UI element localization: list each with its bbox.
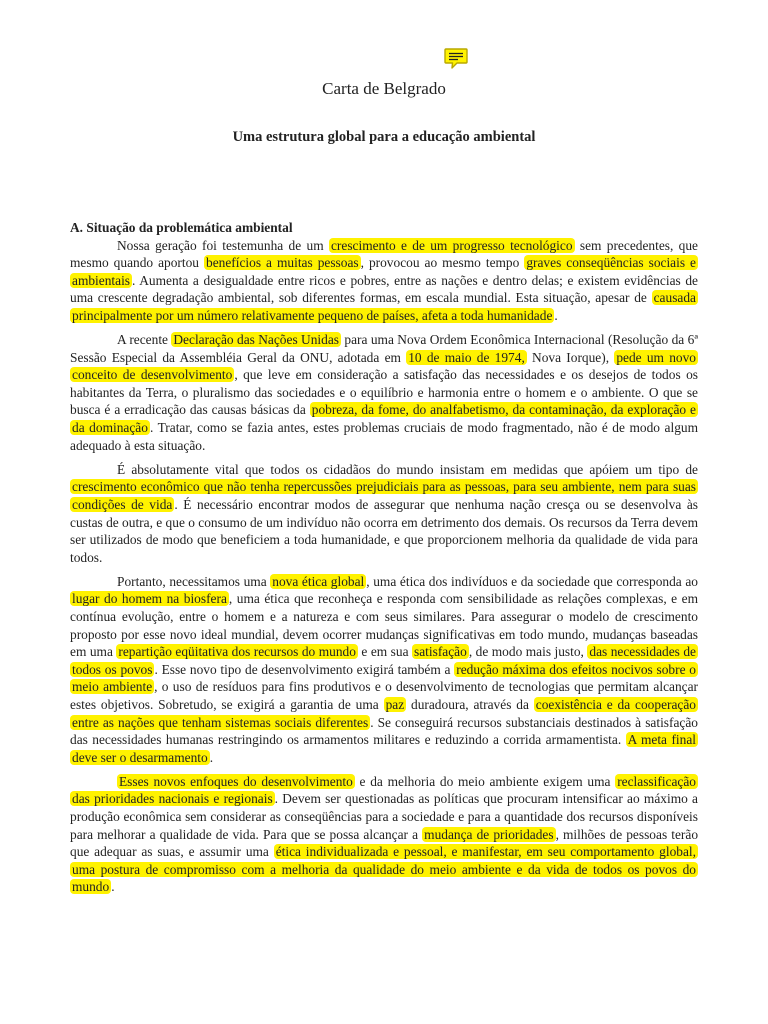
paragraph [70, 237, 698, 325]
text-run: e da melhoria do meio ambiente exigem uma [354, 773, 616, 789]
highlighted-text: nova ética global [272, 573, 365, 589]
paragraph [70, 573, 698, 767]
paragraph [70, 461, 698, 567]
text-run: , uma ética dos indivíduos e da sociedade que corresponda ao [366, 573, 699, 589]
highlighted-text: benefícios a muitas pessoas [206, 255, 359, 271]
paragraph [70, 331, 698, 454]
highlighted-text: 10 de maio de 1974, [408, 349, 525, 365]
highlighted-text: das necessidades de todos os povos [72, 644, 696, 677]
highlighted-text: satisfação [414, 644, 467, 660]
document-title: Carta de Belgrado [322, 79, 446, 98]
speech-bubble-icon[interactable] [443, 46, 469, 72]
highlighted-text: coexistência e da cooperação entre as nações que tenham sistemas sociais diferentes [72, 696, 697, 730]
highlighted-text: crescimento e de um progresso tecnológico [330, 237, 573, 253]
text-run: . Tratar, como se fazia antes, estes problemas cruciais de modo fragmentado, não é de modo algum adequado à esta situação. [70, 420, 699, 453]
highlighted-text: repartição eqüitativa dos recursos do mundo [118, 644, 356, 660]
document-body [70, 219, 698, 902]
text-run: sem precedentes, que mesmo quando aportou [70, 237, 698, 271]
text-run: . Aumenta a desigualdade entre ricos e pobres, entre as nações e dentro delas; e existem evidências de uma crescente degradação ambiental, sob diferentes formas, em escala mundial. Esta situação, apesar de [70, 272, 698, 306]
highlighted-text: ética individualizada e pessoal, e manifestar, em seu comportamento global, uma postura de compromisso com a melhoria da qualidade do meio ambiente e da vida de todos os povos do mundo [72, 844, 696, 895]
highlighted-text: redução máxima dos efeitos nocivos sobre o meio ambiente [72, 661, 696, 695]
highlighted-text: causada principalmente por um número relativamente pequeno de países, afeta a toda humanidade [72, 290, 696, 323]
paragraph [70, 773, 698, 896]
text-run: , uma ética que reconheça e responda com sensibilidade as relações complexas, e em contínua evolução, entre o homem e a natureza e com seus similares. Para assegurar o modelo de crescimento proposto por esse novo ideal mundial, devem ocorrer mudanças significativas em todo mundo, mudanças baseadas em uma [70, 591, 698, 660]
highlighted-text: graves conseqüências sociais e ambientais [72, 255, 696, 288]
highlighted-text: A meta final deve ser o desarmamento [72, 732, 696, 765]
text-run: . [554, 307, 558, 323]
text-run: . É necessário encontrar modos de assegurar que nenhuma nação cresça ou se desenvolva às custas de outra, e que o consumo de um indivíduo não ocorra em detrimento dos demais. Os recursos da Terra devem ser utilizados de modo que beneficiem a toda humanidade, e que proporcionem melhoria da qualidade de vida para todos. [70, 496, 698, 565]
text-run: É absolutamente vital que todos os cidadãos do mundo insistam em medidas que apóiem um tipo de [117, 461, 698, 477]
paragraph-list [70, 237, 698, 896]
text-run: e em sua [357, 644, 413, 660]
highlighted-text: pede um novo conceito de desenvolvimento [72, 349, 697, 383]
highlighted-text: mudança de prioridades [424, 826, 554, 842]
document-subtitle: Uma estrutura global para a educação ambiental [232, 129, 536, 145]
highlighted-text: pobreza, da fome, do analfabetismo, da contaminação, da exploração e da dominação [72, 402, 696, 436]
text-run: . Devem ser questionadas as políticas que procuram intensificar ao máximo a produção econômica sem considerar as conseqüências para a sociedade e para a quantidade dos recursos disponíveis para melhorar a qualidade de vida. Para que se possa alcançar a [70, 791, 698, 842]
text-run: Nova Iorque), [526, 349, 615, 365]
text-run: . [209, 749, 214, 765]
highlighted-text: paz [385, 696, 405, 712]
text-run: A recente [117, 332, 172, 348]
highlighted-text: Declaração das Nações Unidas [173, 332, 339, 348]
text-run: . [111, 879, 115, 895]
highlighted-text: lugar do homem na biosfera [72, 591, 227, 607]
highlighted-text: crescimento econômico que não tenha repercussões prejudiciais para as pessoas, para seu ambiente, nem para suas condições de vida [72, 479, 696, 512]
section-heading: A. Situação da problemática ambiental [70, 220, 293, 235]
text-run: Nossa geração foi testemunha de um [117, 237, 329, 253]
text-run: , milhões de pessoas terão que adequar as suas, e assumir uma [70, 826, 699, 860]
text-run: para uma Nova Ordem Econômica Internacional (Resolução da 6ª Sessão Especial da Assembléia Geral da ONU, adotada em [70, 332, 699, 365]
highlighted-text: reclassificação das prioridades nacionais e regionais [72, 773, 697, 807]
text-run: duradoura, através da [406, 696, 534, 712]
text-run: , provocou ao mesmo tempo [360, 255, 525, 271]
text-run: , de modo mais justo, [468, 644, 588, 660]
text-run: , o uso de resíduos para fins produtivos e o desenvolvimento de tecnologias que permitam alcançar estes objetivos. Sobretudo, se exigirá a garantia de uma [70, 679, 698, 712]
highlighted-text: Esses novos enfoques do desenvolvimento [119, 773, 353, 789]
text-run: . Esse novo tipo de desenvolvimento exigirá também a [154, 661, 455, 677]
text-run: Portanto, necessitamos uma [117, 573, 271, 589]
text-run: . Se conseguirá recursos substanciais destinados à satisfação das necessidades humanas restringindo os armamentos militares e reduzindo a corrida armamentista. [70, 714, 698, 748]
text-run: , que leve em consideração a satisfação das necessidades e os desejos de todos os habitantes da Terra, o pluralismo das sociedades e o equilíbrio e harmonia entre o homem e o ambiente. O que se busca é a erradicação das causas básicas da [70, 367, 698, 418]
